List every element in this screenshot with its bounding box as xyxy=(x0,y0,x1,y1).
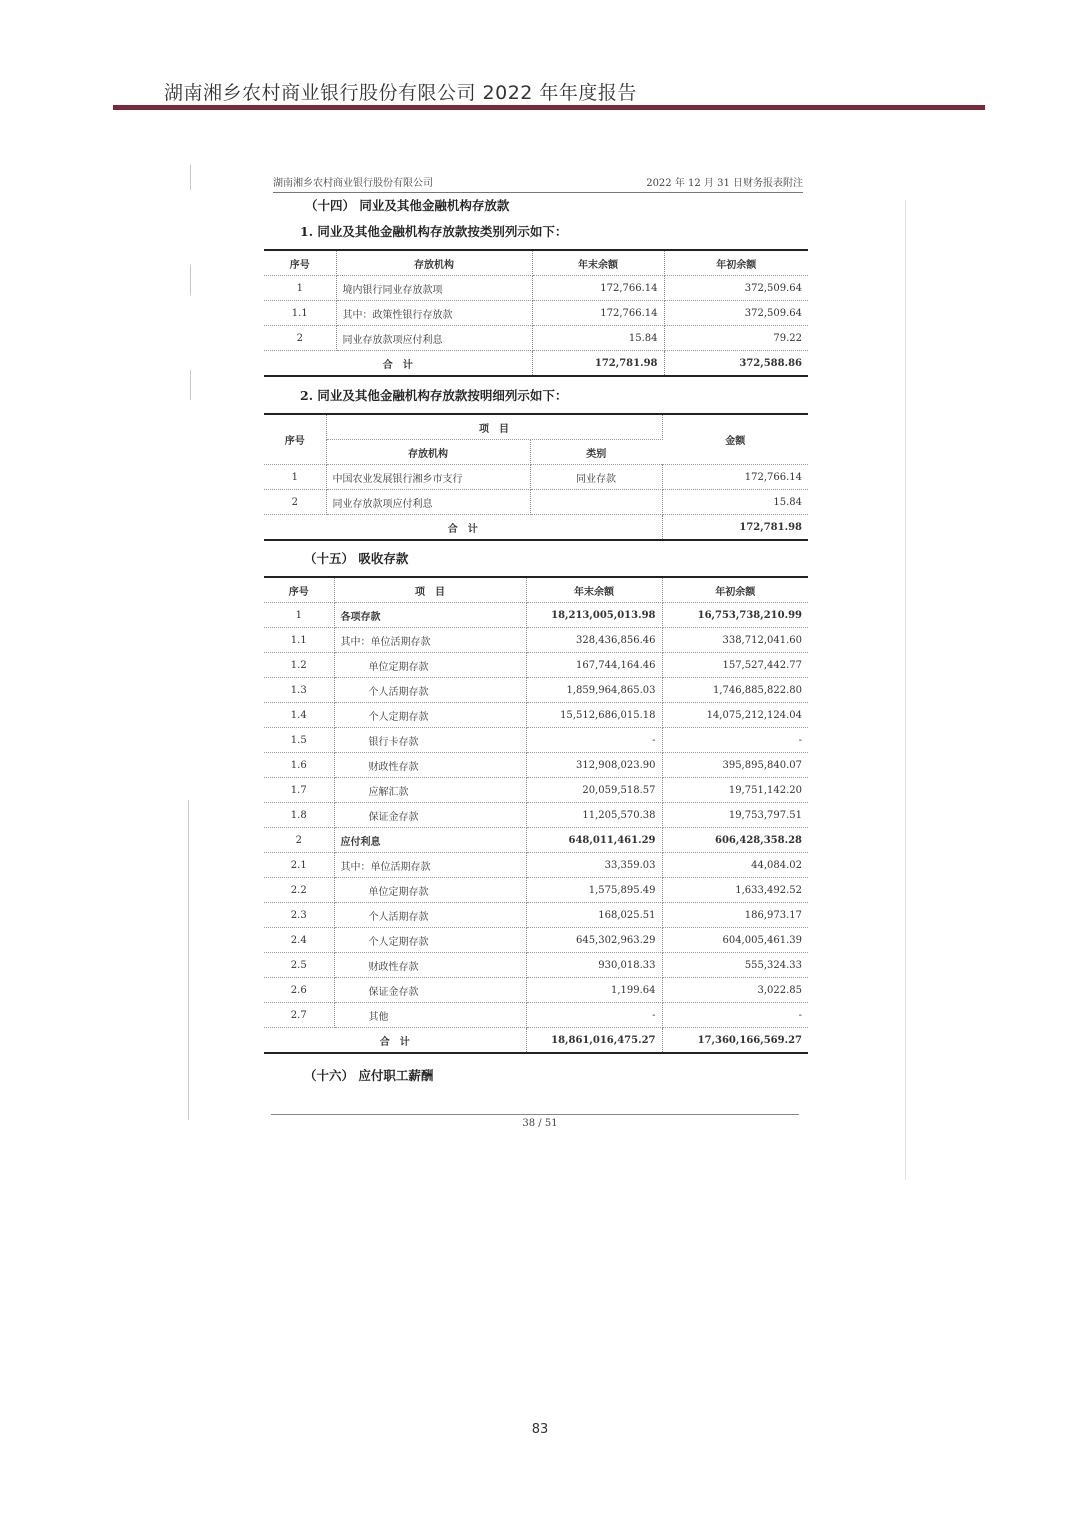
cell-begin-balance: 16,753,738,210.99 xyxy=(662,603,808,628)
total-amount: 172,781.98 xyxy=(662,515,808,541)
cell-amount: 15.84 xyxy=(662,490,808,515)
scan-mark xyxy=(190,370,191,400)
cell-seq: 2.3 xyxy=(264,903,334,928)
cell-begin-balance: 1,633,492.52 xyxy=(662,878,808,903)
interbank-deposits-by-category-table xyxy=(264,249,808,377)
col-header-category: 类别 xyxy=(530,440,662,465)
table-row xyxy=(264,728,808,753)
cell-item: 保证金存款 xyxy=(334,978,526,1003)
total-end-balance: 18,861,016,475.27 xyxy=(526,1028,662,1054)
cell-seq: 1 xyxy=(264,465,326,490)
inner-header-company: 湖南湘乡农村商业银行股份有限公司 xyxy=(273,178,433,189)
cell-end-balance: 18,213,005,013.98 xyxy=(526,603,662,628)
cell-category: 同业存款 xyxy=(530,465,662,490)
col-header-seq: 序号 xyxy=(264,414,326,465)
col-header: 年初余额 xyxy=(664,250,808,276)
cell-end-balance: 167,744,164.46 xyxy=(526,653,662,678)
section16-title: （十六） 应付职工薪酬 xyxy=(304,1068,434,1083)
cell-begin-balance: 3,022.85 xyxy=(662,978,808,1003)
inner-header-note: 2022 年 12 月 31 日财务报表附注 xyxy=(646,178,803,189)
total-begin-balance: 372,588.86 xyxy=(664,351,808,377)
cell-seq: 1.6 xyxy=(264,753,334,778)
table-row xyxy=(264,653,808,678)
table-row xyxy=(264,301,808,326)
section15-title: （十五） 吸收存款 xyxy=(304,551,409,566)
scan-mark xyxy=(905,200,906,1180)
cell-seq: 1 xyxy=(264,276,336,301)
table-row xyxy=(264,326,808,351)
cell-end-balance: 20,059,518.57 xyxy=(526,778,662,803)
cell-seq: 1.7 xyxy=(264,778,334,803)
cell-begin-balance: 338,712,041.60 xyxy=(662,628,808,653)
cell-item: 个人定期存款 xyxy=(334,928,526,953)
cell-end-balance: 930,018.33 xyxy=(526,953,662,978)
cell-seq: 1 xyxy=(264,603,334,628)
cell-end-balance: 168,025.51 xyxy=(526,903,662,928)
inner-page-header xyxy=(273,174,803,193)
cell-end-balance: 1,199.64 xyxy=(526,978,662,1003)
section14-title: （十四） 同业及其他金融机构存放款 xyxy=(305,198,510,213)
cell-begin-balance: - xyxy=(662,1003,808,1028)
table-row xyxy=(264,465,808,490)
col-header: 序号 xyxy=(264,577,334,603)
cell-begin-balance: 555,324.33 xyxy=(662,953,808,978)
table-row xyxy=(264,628,808,653)
cell-end-balance: - xyxy=(526,728,662,753)
col-header-amount: 金额 xyxy=(662,414,808,465)
cell-item: 其他 xyxy=(334,1003,526,1028)
cell-seq: 1.1 xyxy=(264,301,336,326)
cell-item: 境内银行同业存放款项 xyxy=(336,276,532,301)
cell-seq: 1.5 xyxy=(264,728,334,753)
cell-seq: 2.1 xyxy=(264,853,334,878)
col-header-item: 项 目 xyxy=(326,414,662,440)
cell-item: 其中：单位活期存款 xyxy=(334,628,526,653)
total-end-balance: 172,781.98 xyxy=(532,351,664,377)
cell-end-balance: 1,859,964,865.03 xyxy=(526,678,662,703)
cell-item: 同业存放款项应付利息 xyxy=(336,326,532,351)
cell-seq: 2 xyxy=(264,490,326,515)
table-row xyxy=(264,1003,808,1028)
cell-item: 银行卡存款 xyxy=(334,728,526,753)
table-row xyxy=(264,778,808,803)
cell-begin-balance: - xyxy=(662,728,808,753)
cell-item: 应解汇款 xyxy=(334,778,526,803)
cell-end-balance: 33,359.03 xyxy=(526,853,662,878)
cell-institution: 中国农业发展银行湘乡市支行 xyxy=(326,465,530,490)
table-row xyxy=(264,803,808,828)
col-header: 年末余额 xyxy=(532,250,664,276)
cell-begin-balance: 19,753,797.51 xyxy=(662,803,808,828)
cell-end-balance: 1,575,895.49 xyxy=(526,878,662,903)
cell-begin-balance: 79.22 xyxy=(664,326,808,351)
cell-item: 单位定期存款 xyxy=(334,653,526,678)
cell-begin-balance: 14,075,212,124.04 xyxy=(662,703,808,728)
total-row xyxy=(264,1028,808,1054)
cell-item: 保证金存款 xyxy=(334,803,526,828)
table-row xyxy=(264,490,808,515)
cell-seq: 2.6 xyxy=(264,978,334,1003)
table-row xyxy=(264,903,808,928)
cell-end-balance: 328,436,856.46 xyxy=(526,628,662,653)
table-row xyxy=(264,953,808,978)
table-row xyxy=(264,878,808,903)
cell-seq: 1.8 xyxy=(264,803,334,828)
total-begin-balance: 17,360,166,569.27 xyxy=(662,1028,808,1054)
table-row xyxy=(264,828,808,853)
cell-seq: 2.5 xyxy=(264,953,334,978)
table-header-row xyxy=(264,414,808,440)
cell-begin-balance: 1,746,885,822.80 xyxy=(662,678,808,703)
scan-mark xyxy=(190,265,191,295)
scan-mark xyxy=(190,165,191,190)
cell-item: 应付利息 xyxy=(334,828,526,853)
table-row xyxy=(264,928,808,953)
cell-item: 个人活期存款 xyxy=(334,903,526,928)
cell-category xyxy=(530,490,662,515)
cell-seq: 1.1 xyxy=(264,628,334,653)
cell-seq: 1.4 xyxy=(264,703,334,728)
total-row xyxy=(264,351,808,377)
cell-end-balance: 11,205,570.38 xyxy=(526,803,662,828)
cell-item: 财政性存款 xyxy=(334,953,526,978)
table-row xyxy=(264,703,808,728)
cell-item: 各项存款 xyxy=(334,603,526,628)
col-header: 存放机构 xyxy=(336,250,532,276)
cell-seq: 2.4 xyxy=(264,928,334,953)
cell-end-balance: - xyxy=(526,1003,662,1028)
table-row xyxy=(264,853,808,878)
cell-seq: 2.7 xyxy=(264,1003,334,1028)
table-header-row xyxy=(264,250,808,276)
cell-seq: 2 xyxy=(264,326,336,351)
cell-begin-balance: 604,005,461.39 xyxy=(662,928,808,953)
total-label: 合 计 xyxy=(264,515,662,541)
cell-end-balance: 645,302,963.29 xyxy=(526,928,662,953)
cell-seq: 1.2 xyxy=(264,653,334,678)
total-row xyxy=(264,515,808,541)
cell-begin-balance: 395,895,840.07 xyxy=(662,753,808,778)
col-header-institution: 存放机构 xyxy=(326,440,530,465)
total-label: 合 计 xyxy=(264,1028,526,1054)
cell-begin-balance: 186,973.17 xyxy=(662,903,808,928)
table-row xyxy=(264,603,808,628)
col-header: 年末余额 xyxy=(526,577,662,603)
cell-amount: 172,766.14 xyxy=(662,465,808,490)
cell-begin-balance: 19,751,142.20 xyxy=(662,778,808,803)
cell-end-balance: 172,766.14 xyxy=(532,301,664,326)
cell-begin-balance: 606,428,358.28 xyxy=(662,828,808,853)
cell-item: 其中：单位活期存款 xyxy=(334,853,526,878)
cell-end-balance: 172,766.14 xyxy=(532,276,664,301)
cell-begin-balance: 372,509.64 xyxy=(664,276,808,301)
cell-begin-balance: 372,509.64 xyxy=(664,301,808,326)
cell-begin-balance: 157,527,442.77 xyxy=(662,653,808,678)
table2-heading: 2. 同业及其他金融机构存放款按明细列示如下： xyxy=(300,388,568,403)
cell-item: 单位定期存款 xyxy=(334,878,526,903)
table-row xyxy=(264,753,808,778)
inner-page-footer: 38 / 51 xyxy=(522,1118,558,1129)
cell-item: 其中：政策性银行存放款 xyxy=(336,301,532,326)
scan-mark xyxy=(188,800,189,1120)
cell-seq: 1.3 xyxy=(264,678,334,703)
cell-item: 个人活期存款 xyxy=(334,678,526,703)
inner-footer-rule xyxy=(271,1114,799,1115)
title-rule xyxy=(113,105,985,110)
cell-item: 财政性存款 xyxy=(334,753,526,778)
cell-end-balance: 312,908,023.90 xyxy=(526,753,662,778)
report-title: 湖南湘乡农村商业银行股份有限公司 2022 年年度报告 xyxy=(164,82,637,104)
cell-institution: 同业存放款项应付利息 xyxy=(326,490,530,515)
col-header: 项 目 xyxy=(334,577,526,603)
cell-end-balance: 15,512,686,015.18 xyxy=(526,703,662,728)
table-header-row xyxy=(264,577,808,603)
col-header: 序号 xyxy=(264,250,336,276)
interbank-deposits-detail-table xyxy=(264,413,808,541)
cell-seq: 2.2 xyxy=(264,878,334,903)
page-number: 83 xyxy=(531,1422,549,1437)
table1-heading: 1. 同业及其他金融机构存放款按类别列示如下： xyxy=(300,224,568,239)
cell-end-balance: 15.84 xyxy=(532,326,664,351)
table-row xyxy=(264,678,808,703)
cell-end-balance: 648,011,461.29 xyxy=(526,828,662,853)
table-row xyxy=(264,276,808,301)
cell-seq: 2 xyxy=(264,828,334,853)
cell-begin-balance: 44,084.02 xyxy=(662,853,808,878)
total-label: 合 计 xyxy=(264,351,532,377)
cell-item: 个人定期存款 xyxy=(334,703,526,728)
table-row xyxy=(264,978,808,1003)
absorbed-deposits-table xyxy=(264,576,808,1054)
col-header: 年初余额 xyxy=(662,577,808,603)
